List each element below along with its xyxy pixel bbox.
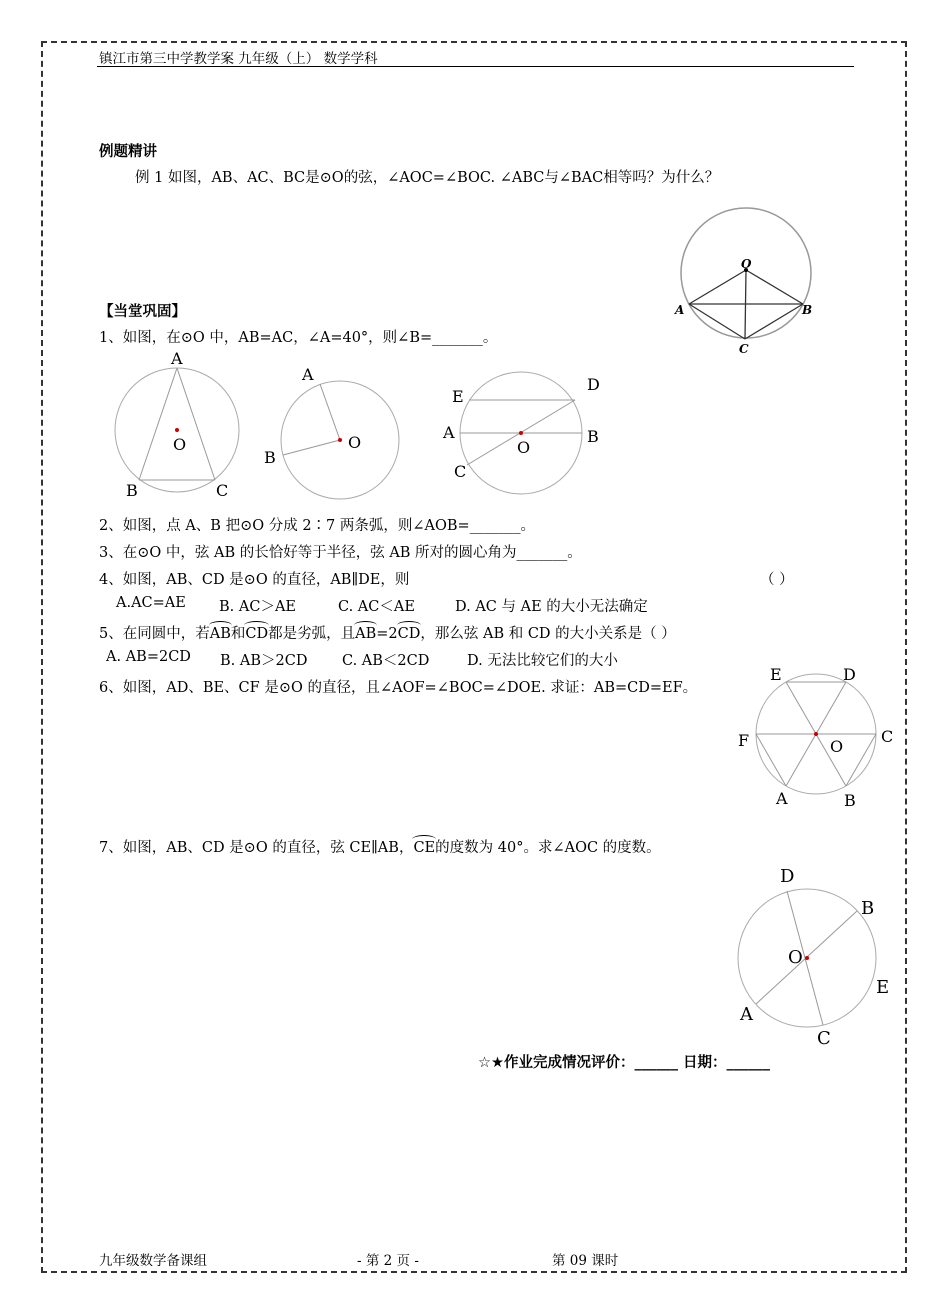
label-ex1-a: A — [675, 303, 685, 317]
q4-option-d: D. AC 与 AE 的大小无法确定 — [455, 599, 648, 615]
label-q4-d: D — [587, 375, 600, 394]
q5-arc-cd-2: CD — [397, 626, 421, 642]
figure-q1 — [110, 345, 250, 505]
figure-q7 — [730, 862, 900, 1052]
label-q4-o: O — [517, 438, 531, 457]
q7-text-2: 的度数为 40°。求∠AOC 的度数。 — [435, 840, 661, 856]
question-2: 2、如图，点 A、B 把⊙O 分成 2∶7 两条弧，则∠AOB=_______。 — [99, 518, 535, 534]
question-4: 4、如图，AB、CD 是⊙O 的直径，AB∥DE，则 — [99, 572, 410, 588]
label-q6-d: D — [843, 665, 856, 684]
label-q7-d: D — [780, 866, 795, 887]
footer-group: 九年级数学备课组 — [99, 1253, 207, 1269]
section-title-example: 例题精讲 — [99, 144, 157, 160]
example-1-text: 例 1 如图，AB、AC、BC是⊙O的弦，∠AOC=∠BOC. ∠ABC与∠BAC相等吗？为什么？ — [135, 170, 720, 186]
label-q7-b: B — [861, 898, 875, 919]
label-q6-c: C — [881, 727, 894, 746]
q4-option-a: A.AC=AE — [116, 595, 186, 611]
label-q6-f: F — [738, 731, 750, 750]
question-6: 6、如图，AD、BE、CF 是⊙O 的直径，且∠AOF=∠BOC=∠DOE. 求证：AB=CD=EF。 — [99, 680, 698, 696]
label-q4-b: B — [587, 427, 599, 446]
question-1: 1、如图，在⊙O 中，AB=AC，∠A=40°，则∠B=_______。 — [99, 330, 498, 346]
label-q6-b: B — [844, 791, 856, 810]
q5-text-4: =2 — [376, 626, 398, 642]
footer-lesson: 第 09 课时 — [552, 1253, 619, 1269]
label-q4-e: E — [452, 387, 464, 406]
label-q6-e: E — [770, 665, 782, 684]
label-q1-a: A — [171, 349, 183, 368]
figure-q6 — [735, 660, 900, 810]
q7-arc-ce: CE — [413, 840, 436, 856]
q5-text-2: 和 — [230, 626, 246, 642]
label-q6-a: A — [776, 789, 788, 808]
label-ex1-o: O — [741, 257, 752, 271]
label-q4-c: C — [454, 462, 467, 481]
label-q6-o: O — [830, 737, 844, 756]
q5-option-a: A. AB=2CD — [106, 649, 191, 665]
label-q7-e: E — [876, 977, 890, 998]
label-q2-b: B — [264, 448, 276, 467]
header-rule — [97, 66, 854, 67]
label-q2-a: A — [302, 365, 314, 384]
question-5 — [99, 622, 676, 643]
q5-arc-cd: CD — [245, 626, 269, 642]
q5-option-d: D. 无法比较它们的大小 — [467, 653, 618, 669]
q5-text-5: ，那么弦 AB 和 CD 的大小关系是（ ） — [420, 626, 676, 642]
label-ex1-b: B — [802, 303, 813, 317]
q5-arc-ab: AB — [209, 626, 231, 642]
question-7 — [99, 836, 661, 857]
figure-q4 — [440, 370, 610, 510]
q5-option-b: B. AB＞2CD — [220, 653, 308, 669]
evaluation-line: ☆★作业完成情况评价：______ 日期：______ — [478, 1055, 771, 1071]
question-3: 3、在⊙O 中，弦 AB 的长恰好等于半径，弦 AB 所对的圆心角为_______。 — [99, 545, 582, 561]
label-q7-c: C — [817, 1028, 831, 1049]
footer-page-number: - 第 2 页 - — [357, 1253, 419, 1269]
label-q1-b: B — [126, 481, 138, 500]
page-header: 镇江市第三中学教学案 九年级（上） 数学学科 — [99, 51, 378, 67]
figure-q2 — [260, 360, 390, 510]
q4-option-b: B. AC＞AE — [219, 599, 296, 615]
label-q1-o: O — [173, 435, 187, 454]
q5-text-1: 5、在同圆中，若 — [99, 626, 210, 642]
label-ex1-c: C — [739, 342, 749, 356]
q5-arc-ab-2: AB — [355, 626, 377, 642]
label-q1-c: C — [216, 481, 229, 500]
q5-option-c: C. AB＜2CD — [342, 653, 430, 669]
label-q4-a: A — [443, 423, 455, 442]
q5-text-3: 都是劣弧，且 — [268, 626, 356, 642]
question-4-paren: （ ） — [760, 572, 794, 588]
figure-example-1 — [672, 200, 822, 360]
q7-text-1: 7、如图，AB、CD 是⊙O 的直径，弦 CE∥AB， — [99, 840, 414, 856]
label-q2-o: O — [348, 433, 362, 452]
q4-option-c: C. AC＜AE — [338, 599, 415, 615]
label-q7-o: O — [788, 947, 803, 968]
label-q7-a: A — [740, 1004, 753, 1025]
section-title-practice: 【当堂巩固】 — [99, 304, 186, 320]
